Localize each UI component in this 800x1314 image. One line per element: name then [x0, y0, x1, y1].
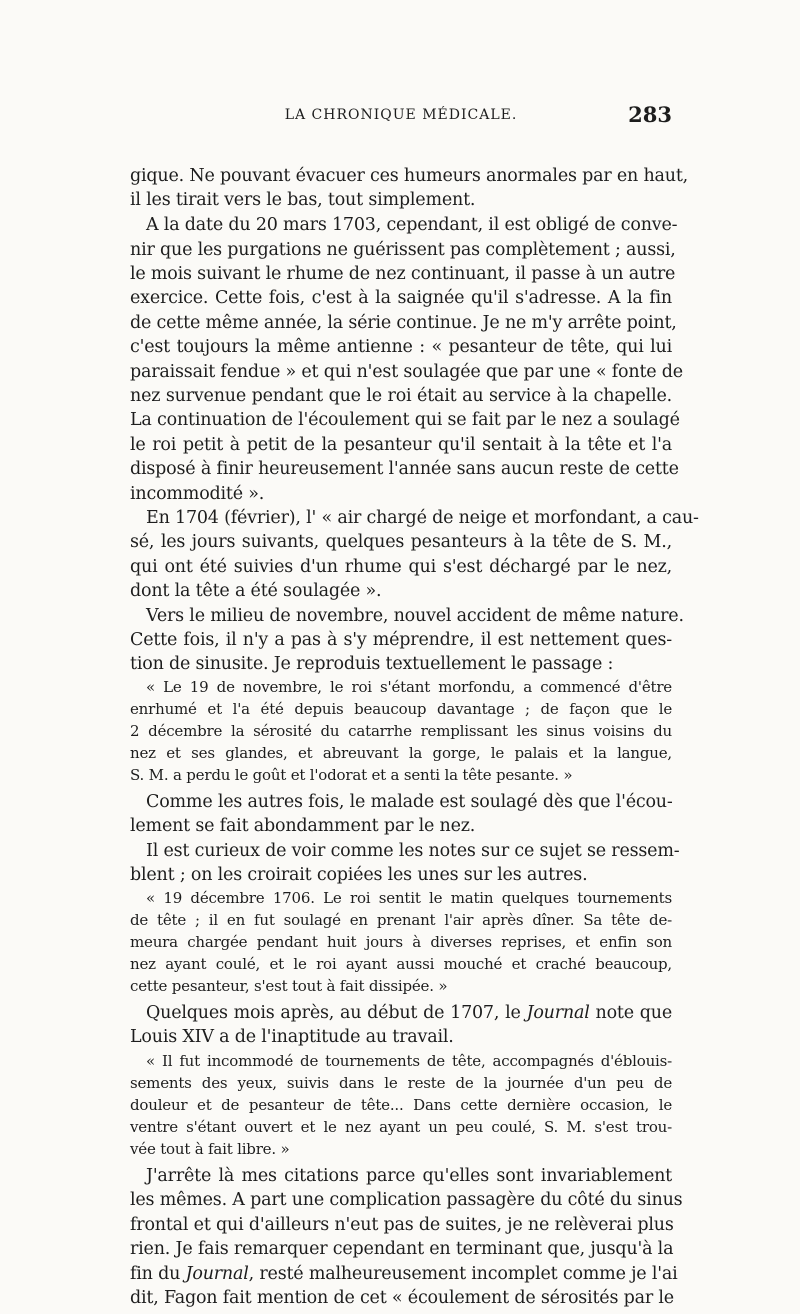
running-title: LA CHRONIQUE MÉDICALE. — [284, 107, 518, 123]
quote-line: « 19 décembre 1706. Le roi sentit le matin quelques tournements — [146, 889, 672, 907]
text-line: dont la tête a été soulagée ». — [130, 581, 382, 601]
text-line: il les tirait vers le bas, tout simplement. — [130, 190, 476, 210]
quote-line: enrhumé et l'a été depuis beaucoup davantage ; de façon que le — [130, 700, 672, 718]
text-line: Louis XIV a de l'inaptitude au travail. — [130, 1027, 454, 1047]
quote-line: nez et ses glandes, et abreuvant la gorge, le palais et la langue, — [130, 744, 672, 762]
quote-line: « Il fut incommodé de tournements de tête, accompagnés d'éblouis- — [146, 1052, 672, 1070]
text-line: le roi petit à petit de la pesanteur qu'il sentait à la tête et l'a — [130, 435, 672, 455]
text-line: rien. Je fais remarquer cependant en terminant que, jusqu'à la — [130, 1239, 674, 1259]
page-header — [130, 102, 672, 132]
text-line: de cette même année, la série continue. Je ne m'y arrête point, — [130, 313, 677, 333]
text-line: fin du Journal, resté malheureusement incomplet comme je l'ai — [130, 1264, 678, 1284]
text-line: Vers le milieu de novembre, nouvel accident de même nature. — [146, 606, 684, 626]
quote-line: sements des yeux, suivis dans le reste de la journée d'un peu de — [130, 1074, 672, 1092]
quote-line: 2 décembre la sérosité du catarrhe remplissant les sinus voisins du — [130, 722, 672, 740]
text-line: Il est curieux de voir comme les notes sur ce sujet se ressem- — [146, 841, 680, 861]
text-line: tion de sinusite. Je reproduis textuellement le passage : — [130, 654, 614, 674]
text-line: les mêmes. A part une complication passagère du côté du sinus — [130, 1190, 683, 1210]
text-line: le mois suivant le rhume de nez continuant, il passe à un autre — [130, 264, 676, 284]
text-line: La continuation de l'écoulement qui se fait par le nez a soulagé — [130, 410, 680, 430]
text-line: A la date du 20 mars 1703, cependant, il est obligé de conve- — [146, 215, 678, 235]
quote-line: S. M. a perdu le goût et l'odorat et a senti la tête pesante. » — [130, 766, 573, 784]
text-line: paraissait fendue » et qui n'est soulagée que par une « fonte de — [130, 362, 683, 382]
text-line: exercice. Cette fois, c'est à la saignée qu'il s'adresse. A la fin — [130, 288, 672, 308]
text-line: nir que les purgations ne guérissent pas complètement ; aussi, — [130, 240, 676, 260]
text-line: lement se fait abondamment par le nez. — [130, 816, 476, 836]
page-number: 283 — [628, 102, 672, 127]
text-line: Cette fois, il n'y a pas à s'y méprendre, il est nettement ques- — [130, 630, 672, 650]
text-line: Comme les autres fois, le malade est soulagé dès que l'écou- — [146, 792, 673, 812]
text-line: blent ; on les croirait copiées les unes sur les autres. — [130, 865, 588, 885]
quote-line: vée tout à fait libre. » — [130, 1140, 290, 1158]
text-line: Quelques mois après, au début de 1707, le Journal note que — [146, 1003, 672, 1023]
quote-line: cette pesanteur, s'est tout à fait dissipée. » — [130, 977, 448, 995]
quote-line: douleur et de pesanteur de tête... Dans cette dernière occasion, le — [130, 1096, 672, 1114]
text-line: nez survenue pendant que le roi était au service à la chapelle. — [130, 386, 672, 406]
quote-line: nez ayant coulé, et le roi ayant aussi mouché et craché beaucoup, — [130, 955, 672, 973]
text-line: sé, les jours suivants, quelques pesanteurs à la tête de S. M., — [130, 532, 672, 552]
text-line: qui ont été suivies d'un rhume qui s'est déchargé par le nez, — [130, 557, 672, 577]
text-line: J'arrête là mes citations parce qu'elles sont invariablement — [146, 1166, 672, 1186]
italic-journal: Journal — [526, 1003, 590, 1023]
text-line: frontal et qui d'ailleurs n'eut pas de suites, je ne relèverai plus — [130, 1215, 674, 1235]
italic-journal: Journal — [185, 1264, 249, 1284]
text-line: disposé à finir heureusement l'année sans aucun reste de cette — [130, 459, 679, 479]
quote-line: meura chargée pendant huit jours à diverses reprises, et enfin son — [130, 933, 672, 951]
text-line: incommodité ». — [130, 484, 265, 504]
text-line: dit, Fagon fait mention de cet « écoulement de sérosités par le — [130, 1288, 674, 1308]
quote-line: de tête ; il en fut soulagé en prenant l'air après dîner. Sa tête de- — [130, 911, 672, 929]
text-line: c'est toujours la même antienne : « pesanteur de tête, qui lui — [130, 337, 672, 357]
quote-line: ventre s'étant ouvert et le nez ayant un peu coulé, S. M. s'est trou- — [130, 1118, 672, 1136]
quote-line: « Le 19 de novembre, le roi s'étant morfondu, a commencé d'être — [146, 678, 672, 696]
text-line: En 1704 (février), l' « air chargé de neige et morfondant, a cau- — [146, 508, 699, 528]
text-line: gique. Ne pouvant évacuer ces humeurs anormales par en haut, — [130, 166, 689, 186]
